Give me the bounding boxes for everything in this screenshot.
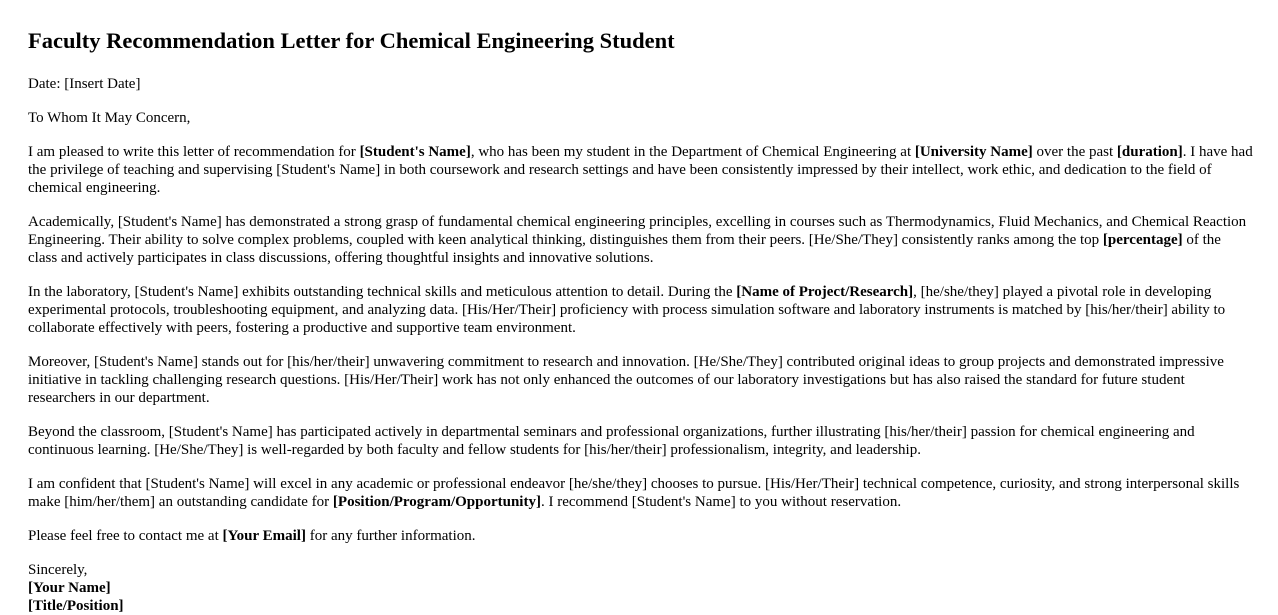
text-segment: , [he/she/they] played a pivotal role in developing experimental protocols, troubleshooting equipment, and analyzing data. [His/Her/Their] proficiency with process simulation software and laboratory instruments is matched by [his/her/their] ability to collaborate effectively with peers, fostering a productive and supportive team environment. <box>28 284 1226 336</box>
text-segment: I am confident that [Student's Name] will excel in any academic or professional endeavor [he/she/they] chooses to pursue. [His/Her/Their] technical competence, curiosity, and strong interpersonal skills make [him/her/them] an outstanding candidate for <box>28 476 1240 510</box>
text-segment: Please feel free to contact me at <box>28 528 223 544</box>
text-segment: for any further information. <box>305 528 476 544</box>
date-line: Date: [Insert Date] <box>28 76 141 92</box>
letter-content <box>28 0 1253 615</box>
placeholder-position: [Position/Program/Opportunity] <box>332 494 541 510</box>
text-segment: . I have had the privilege of teaching and supervising [Student's Name] in both coursework and research settings and have been consistently impressed by their intellect, work ethic, and dedication to the field of chemical engineering. <box>28 144 1253 196</box>
paragraph-contact <box>28 527 1253 545</box>
text-segment: over the past <box>1032 144 1117 160</box>
paragraph-research: Moreover, [Student's Name] stands out for [his/her/their] unwavering commitment to research and innovation. [He/She/They] contributed original ideas to group projects and demonstrated impressive initiative in tackling challenging research questions. [His/Her/Their] work has not only enhanced the outcomes of our laboratory investigations but has also raised the standard for future student researchers in our department. <box>28 354 1224 406</box>
paragraph-academics <box>28 213 1253 267</box>
placeholder-email: [Your Email] <box>222 528 306 544</box>
text-segment: , who has been my student in the Department of Chemical Engineering at <box>470 144 915 160</box>
text-segment: I am pleased to write this letter of recommendation for <box>28 144 360 160</box>
placeholder-student-name: [Student's Name] <box>359 144 471 160</box>
signature-title <box>28 597 1253 615</box>
placeholder-project-name: [Name of Project/Research] <box>736 284 914 300</box>
paragraph-laboratory <box>28 283 1253 337</box>
letter-title: Faculty Recommendation Letter for Chemical Engineering Student <box>28 28 675 53</box>
salutation: To Whom It May Concern, <box>28 110 191 126</box>
signature-name-text: [Your Name] <box>28 580 111 596</box>
placeholder-university-name: [University Name] <box>914 144 1033 160</box>
signature-title-text: [Title/Position] <box>28 598 124 614</box>
paragraph-confidence <box>28 475 1253 511</box>
text-segment: . I recommend [Student's Name] to you without reservation. <box>540 494 902 510</box>
text-segment: In the laboratory, [Student's Name] exhibits outstanding technical skills and meticulous attention to detail. During the <box>28 284 737 300</box>
paragraph-beyond-classroom: Beyond the classroom, [Student's Name] has participated actively in departmental seminars and professional organizations, further illustrating [his/her/their] passion for chemical engineering and continuous learning. [He/She/They] is well-regarded by both faculty and fellow students for [his/her/their] professionalism, integrity, and leadership. <box>28 424 1195 458</box>
text-segment: Academically, [Student's Name] has demonstrated a strong grasp of fundamental chemical engineering principles, excelling in courses such as Thermodynamics, Fluid Mechanics, and Chemical Reaction Engineering. Their ability to solve complex problems, coupled with keen analytical thinking, distinguishes them from their peers. [He/She/They] consistently ranks among the top <box>28 214 1247 248</box>
paragraph-intro <box>28 143 1253 197</box>
placeholder-duration: [duration] <box>1116 144 1183 160</box>
text-segment: of the class and actively participates in class discussions, offering thoughtful insights and innovative solutions. <box>28 232 1221 266</box>
closing: Sincerely, <box>28 562 88 578</box>
placeholder-percentage: [percentage] <box>1102 232 1183 248</box>
signature-name <box>28 579 1253 597</box>
